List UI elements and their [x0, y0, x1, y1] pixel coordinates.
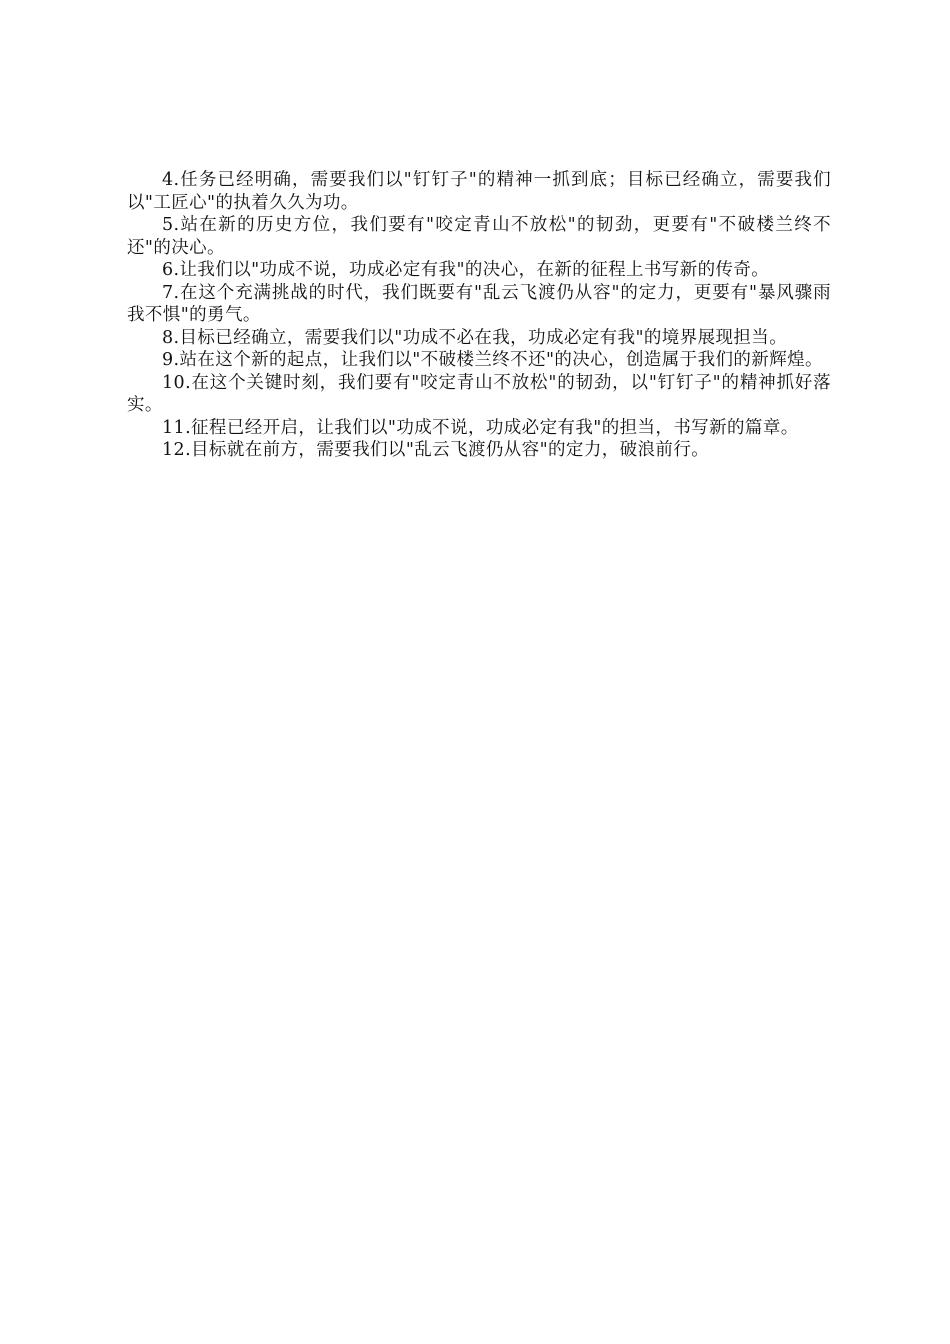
paragraph-8: 8.目标已经确立，需要我们以"功成不必在我，功成必定有我"的境界展现担当。 — [162, 327, 788, 348]
paragraph-5: 5.站在新的历史方位，我们要有"咬定青山不放松"的韧劲，更要有"不破楼兰终不还"的决心。 — [127, 215, 831, 258]
paragraph-6: 6.让我们以"功成不说，功成必定有我"的决心，在新的征程上书写新的传奇。 — [162, 260, 770, 280]
paragraph-12: 12.目标就在前方，需要我们以"乱云飞渡仍从容"的定力，破浪前行。 — [162, 440, 710, 460]
paragraph-7: 7.在这个充满挑战的时代，我们既要有"乱云飞渡仍从容"的定力，更要有"暴风骤雨我不惧"的勇气。 — [127, 282, 831, 325]
paragraph-11: 11.征程已经开启，让我们以"功成不说，功成必定有我"的担当，书写新的篇章。 — [162, 417, 799, 438]
paragraph-4: 4.任务已经明确，需要我们以"钉钉子"的精神一抓到底；目标已经确立，需要我们以"工匠心"的执着久久为功。 — [127, 170, 831, 213]
paragraph-9: 9.站在这个新的起点，让我们以"不破楼兰终不还"的决心，创造属于我们的新辉煌。 — [162, 350, 823, 370]
paragraph-10: 10.在这个关键时刻，我们要有"咬定青山不放松"的韧劲，以"钉钉子"的精神抓好落实。 — [127, 372, 831, 415]
document-body — [127, 169, 831, 462]
